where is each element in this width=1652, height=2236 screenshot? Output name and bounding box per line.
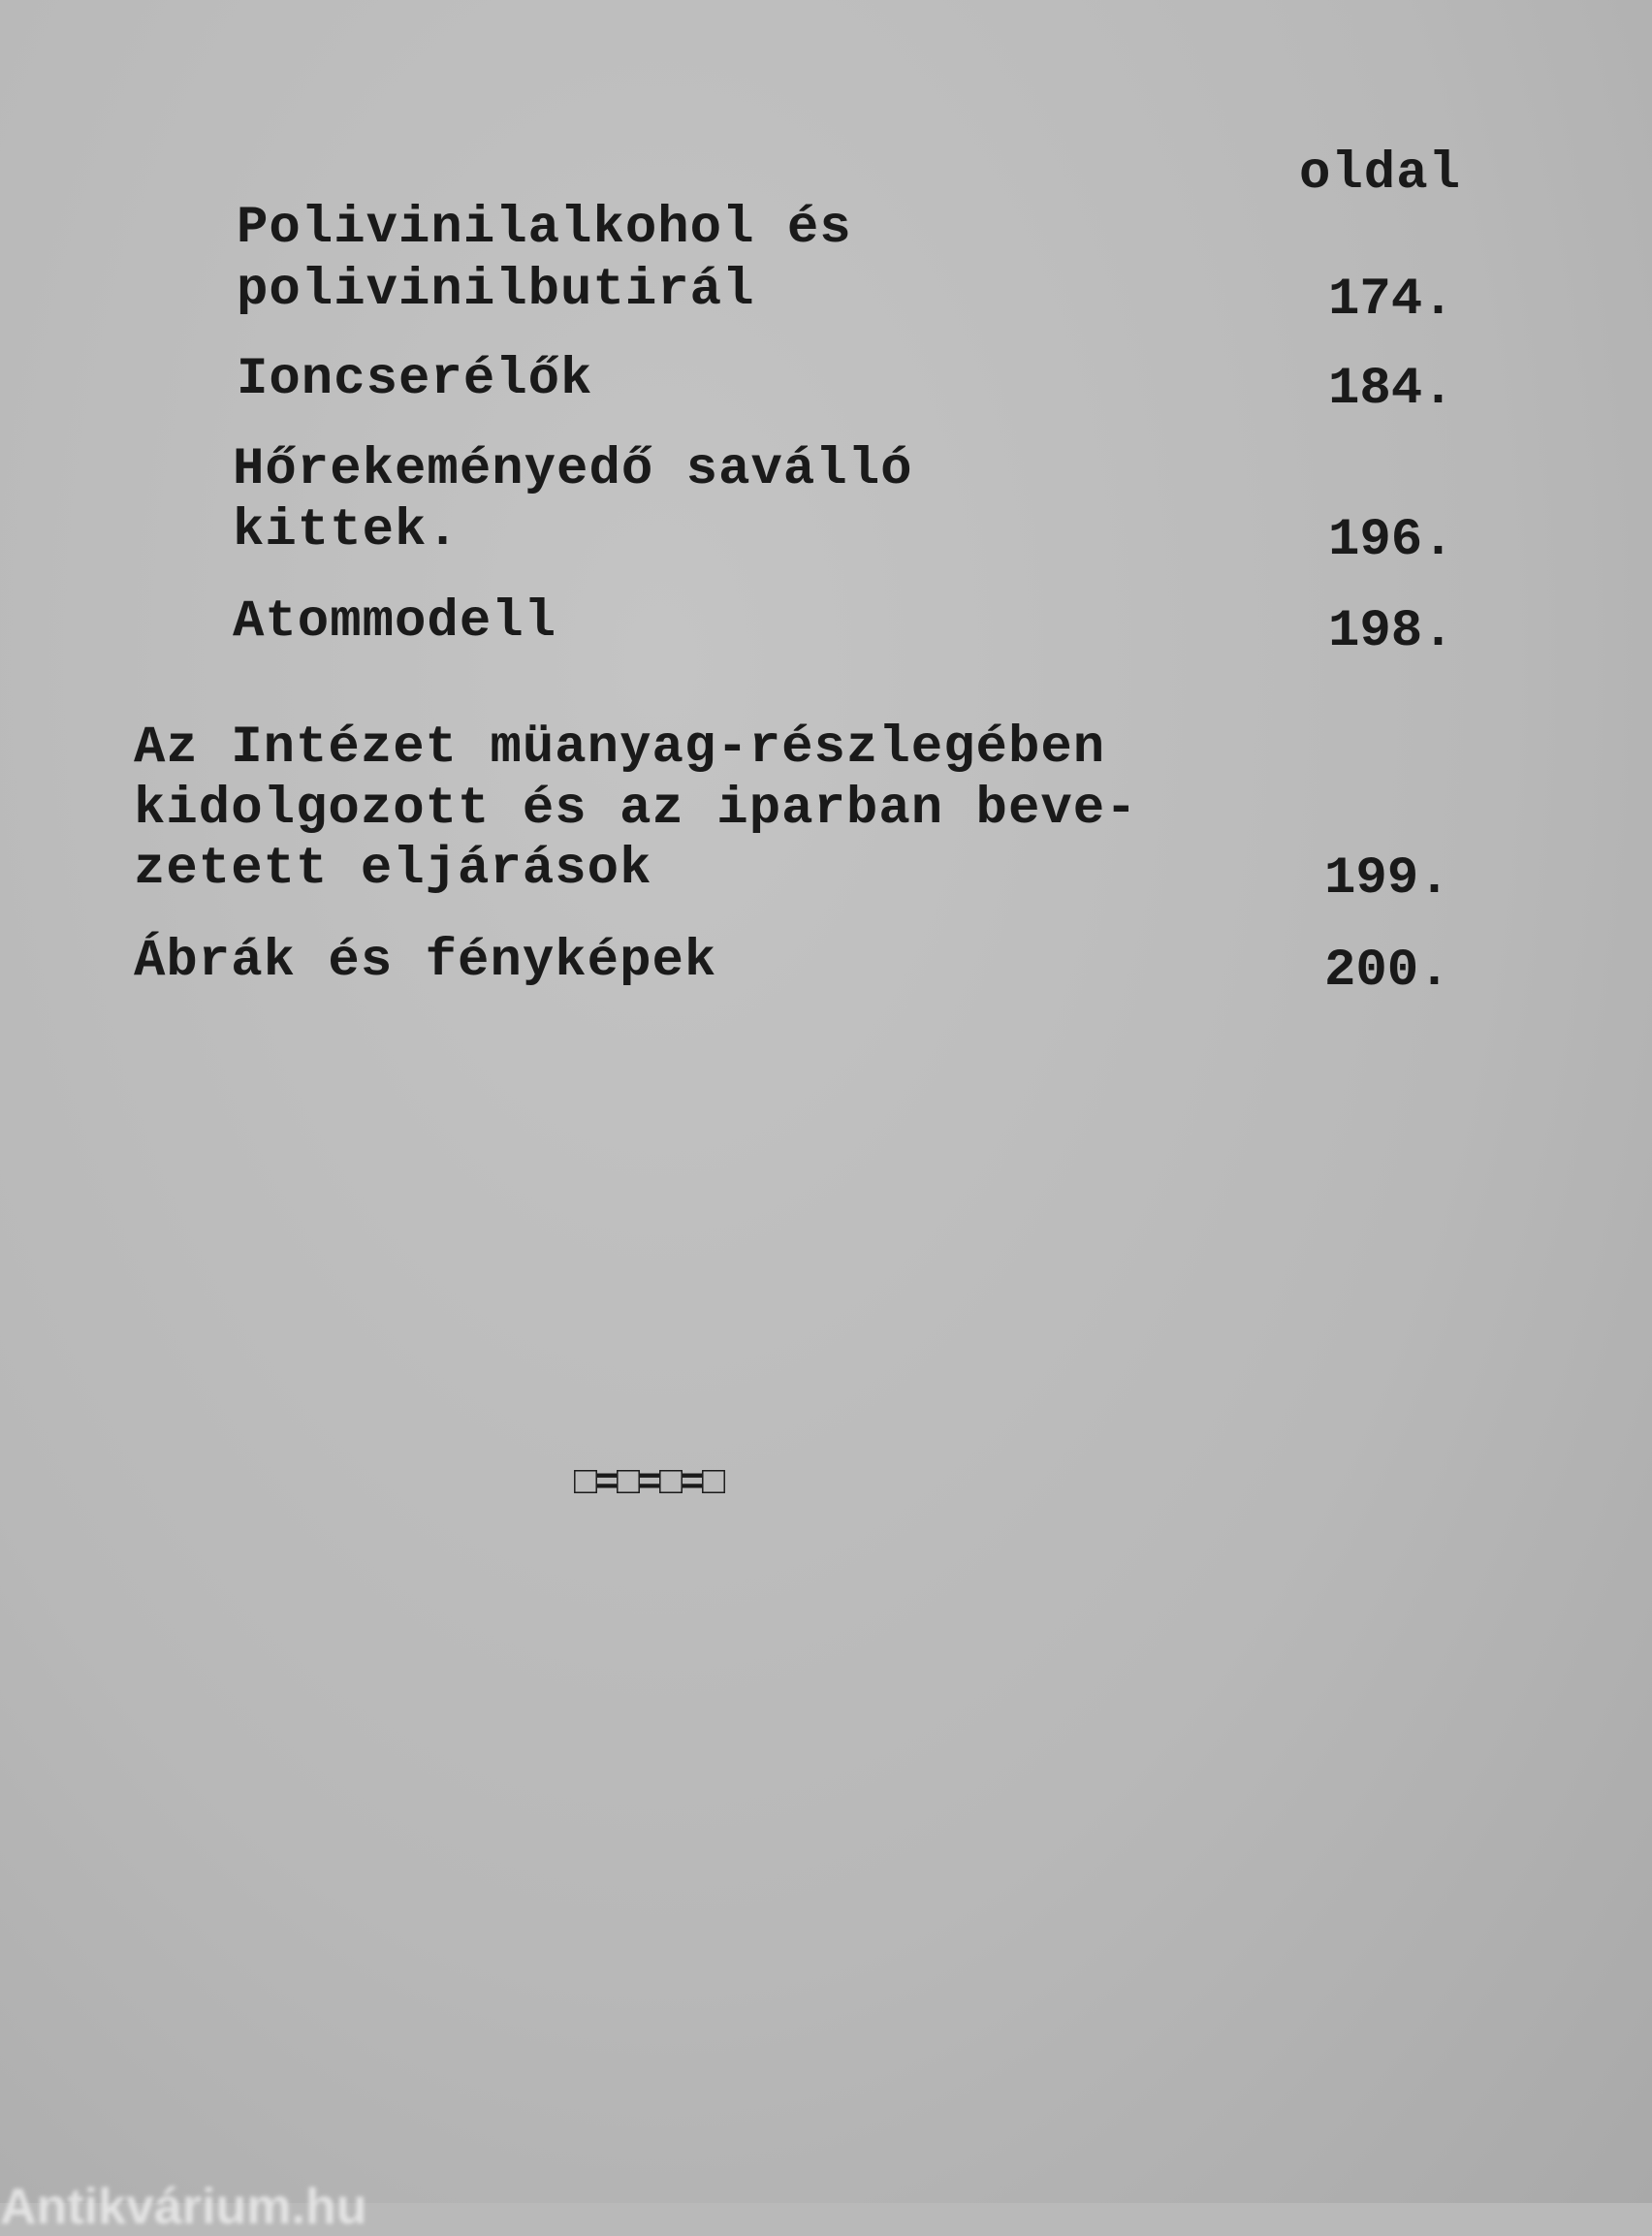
entry-title-line: Ábrák és fényképek: [134, 932, 717, 991]
entry-title-line: Az Intézet müanyag-részlegében: [134, 719, 1106, 778]
entry-title-line: Atommodell: [233, 592, 557, 652]
entry-page-number: 184.: [1328, 360, 1454, 419]
entry-title-line: Polivinilalkohol és: [237, 199, 852, 258]
entry-title-line: zetett eljárások: [134, 840, 652, 899]
entry-title-line: kittek.: [233, 501, 460, 560]
entry-page-number: 198.: [1328, 602, 1454, 661]
entry-title-line: polivinilbutirál: [237, 261, 755, 320]
entry-page-number: 199.: [1324, 849, 1450, 909]
entry-page-number: 174.: [1328, 271, 1454, 330]
entry-title-line: kidolgozott és az iparban beve-: [134, 780, 1138, 839]
page-column-header: oldal: [1299, 144, 1462, 204]
entry-title-line: Hőrekeményedő saválló: [233, 440, 913, 499]
entry-page-number: 200.: [1324, 942, 1450, 1001]
entry-page-number: 196.: [1328, 511, 1454, 570]
entry-title-line: Ioncserélők: [237, 350, 593, 409]
end-separator: □=□=□=□: [574, 1462, 724, 1506]
watermark: Antikvárium.hu: [0, 2179, 367, 2235]
